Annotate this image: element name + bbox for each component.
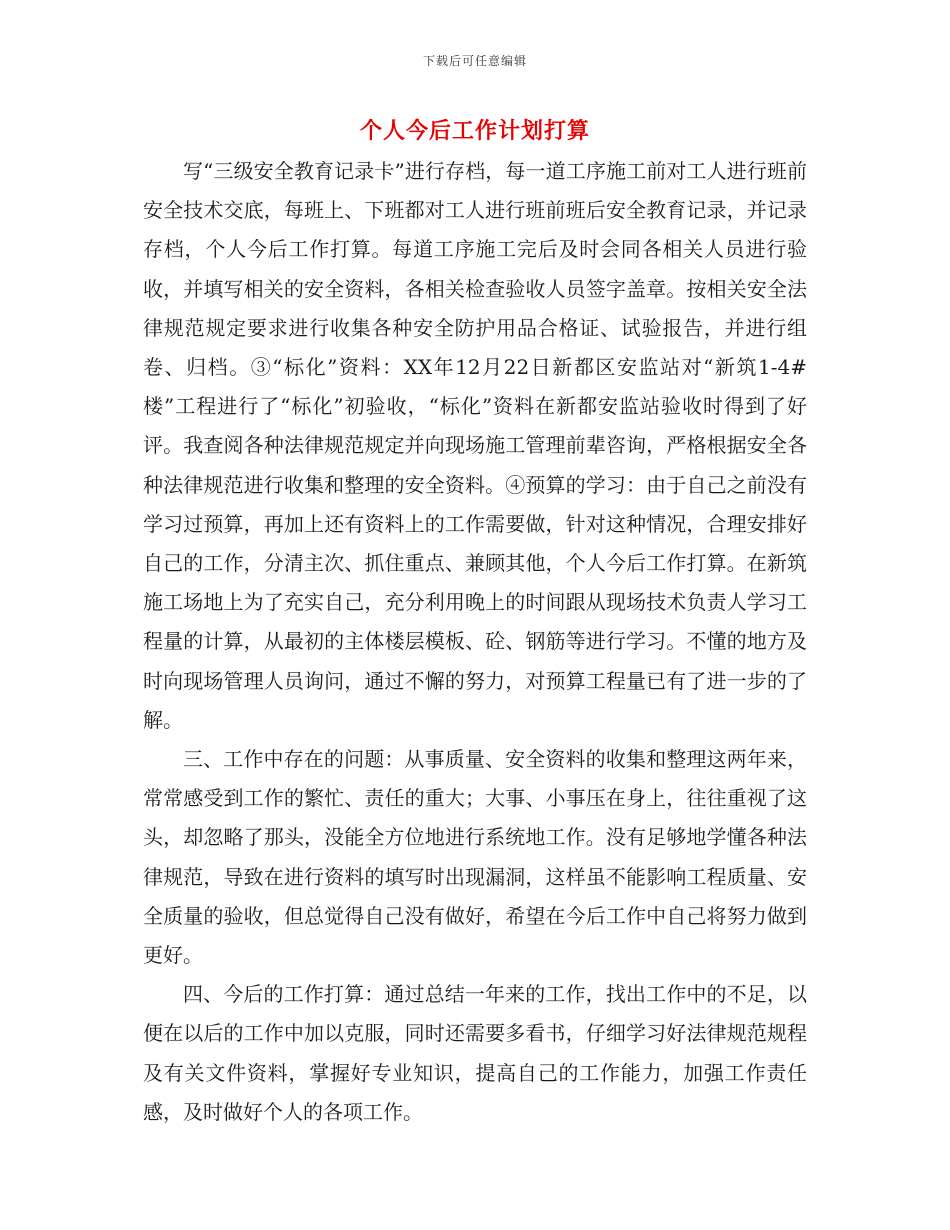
page-header: 下载后可任意编辑 (422, 54, 527, 68)
body-paragraph-1: 写“三级安全教育记录卡”进行存档，每一道工序施工前对工人进行班前安全技术交底，每班上、下班都对工人进行班前班后安全教育记录，并记录存档，个人今后工作打算。每道工序施工完后及时会同各相关人员进行验收，并填写相关的安全资料，各相关检查验收人员签字盖章。按相关安全法律规范规定要求进行收集各种安全防护用品合格证、试验报告，并进行组卷、归档。③“标化”资料：XX年12月22日新都区安监站对“新筑1-4#楼”工程进行了“标化”初验收，“标化”资料在新都安监站验收时得到了好评。我查阅各种法律规范规定并向现场施工管理前辈咨询，严格根据安全各种法律规范进行收集和整理的安全资料。④预算的学习：由于自己之前没有学习过预算，再加上还有资料上的工作需要做，针对这种情况，合理安排好自己的工作，分清主次、抓住重点、兼顾其他，个人今后工作打算。在新筑施工场地上为了充实自己，充分利用晚上的时间跟从现场技术负责人学习工程量的计算，从最初的主体楼层模板、砼、钢筋等进行学习。不懂的地方及时向现场管理人员询问，通过不懈的努力，对预算工程量已有了进一步的了解。 (143, 159, 807, 732)
body-paragraph-3: 四、今后的工作打算：通过总结一年来的工作，找出工作中的不足，以便在以后的工作中加以克服，同时还需要多看书，仔细学习好法律规范规程及有关文件资料，掌握好专业知识，提高自己的工作能力，加强工作责任感，及时做好个人的各项工作。 (143, 982, 807, 1124)
document-title: 个人今后工作计划打算 (359, 118, 590, 144)
body-paragraph-2: 三、工作中存在的问题：从事质量、安全资料的收集和整理这两年来，常常感受到工作的繁忙、责任的重大；大事、小事压在身上，往往重视了这头，却忽略了那头，没能全方位地进行系统地工作。没有足够地学懂各种法律规范，导致在进行资料的填写时出现漏洞，这样虽不能影响工程质量、安全质量的验收，但总觉得自己没有做好，希望在今后工作中自己将努力做到更好。 (143, 747, 807, 968)
document-body (143, 152, 807, 1132)
